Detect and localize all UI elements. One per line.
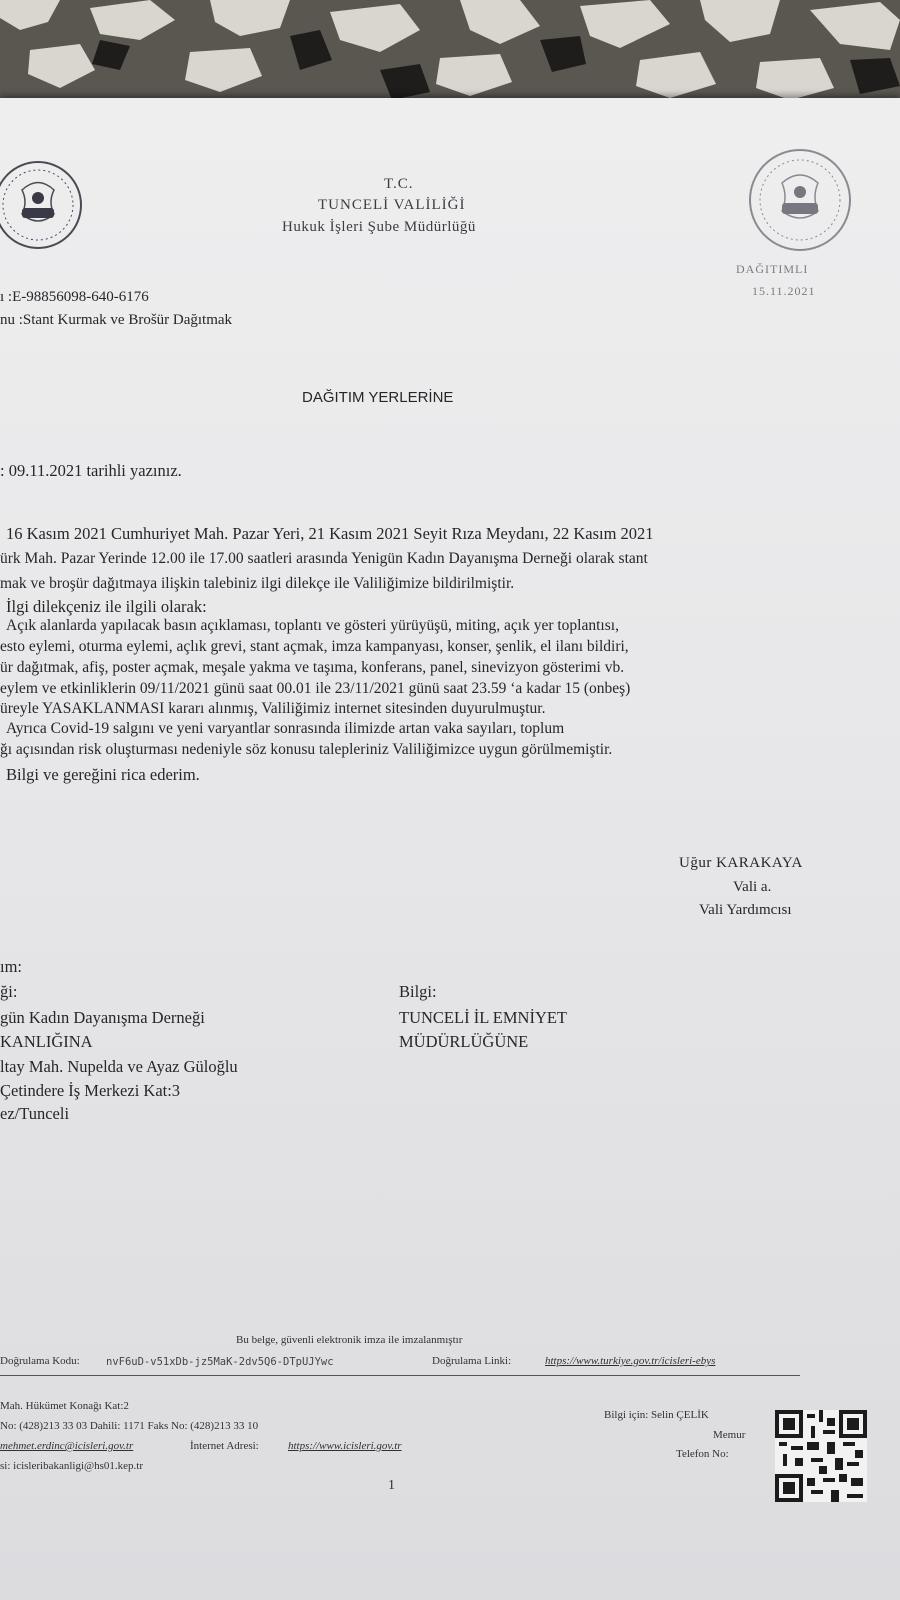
footer-web-label: İnternet Adresi: (190, 1440, 259, 1452)
body-line: Bilgi ve gereğini rica ederim. (6, 765, 200, 784)
footer-web-link[interactable]: https://www.icisleri.gov.tr (288, 1440, 402, 1452)
footer-divider (0, 1375, 800, 1376)
body-line: Ayrıca Covid-19 salgını ve yeni varyantlar sonrasında ilimizde artan vaka sayıları, toplum (6, 720, 565, 737)
footer-kep: si: icisleribakanligi@hs01.kep.tr (0, 1460, 144, 1472)
ministry-seal-icon (0, 150, 82, 260)
body-line: Açık alanlarda yapılacak basın açıklaması, toplantı ve gösteri yürüyüşü, miting, açık yer toplantısı, (6, 617, 619, 634)
body-line: eylem ve etkinliklerin 09/11/2021 günü saat 00.01 ile 23/11/2021 günü saat 23.59 ‘a kadar 15 (onbeş) (0, 680, 631, 697)
ministry-seal-right-icon (740, 145, 860, 255)
body-line: esto eylemi, oturma eylemi, açlık grevi, stant açmak, imza kampanyası, konser, şenlik, el ilanı bildiri, (0, 638, 629, 655)
header-office: TUNCELİ VALİLİĞİ (318, 197, 466, 213)
stamp-date: 15.11.2021 (752, 284, 816, 298)
recipient-title: DAĞITIM YERLERİNE (302, 389, 454, 406)
verify-code: nvF6uD-v51xDb-jz5MaK-2dv5Q6-DTpUJYwc (106, 1356, 334, 1368)
distribution-geregi-line: Çetindere İş Merkezi Kat:3 (0, 1081, 181, 1100)
body-line: 16 Kasım 2021 Cumhuriyet Mah. Pazar Yeri, 21 Kasım 2021 Seyit Rıza Meydanı, 22 Kasım 2021 (6, 524, 654, 543)
distribution-geregi-line: KANLIĞINA (0, 1032, 93, 1051)
background-fabric (0, 0, 900, 104)
signatory-role: Vali a. (733, 879, 772, 895)
body-line: ğı açısından risk oluşturması nedeniyle söz konusu talepleriniz Valiliğimizce uygun görülmemiştir. (0, 741, 613, 758)
body-line: İlgi dilekçeniz ile ilgili olarak: (6, 597, 207, 616)
footer-address: Mah. Hükümet Konağı Kat:2 (0, 1400, 129, 1412)
document-number: ı :E-98856098-640-6176 (0, 289, 149, 305)
verify-link[interactable]: https://www.turkiye.gov.tr/icisleri-ebys (545, 1355, 716, 1367)
verify-link-label: Doğrulama Linki: (432, 1355, 512, 1367)
distribution-geregi-line: ltay Mah. Nupelda ve Ayaz Güloğlu (0, 1057, 238, 1076)
footer-phone: No: (428)213 33 03 Dahili: 1171 Faks No: (428)213 33 10 (0, 1420, 259, 1432)
reference-line: : 09.11.2021 tarihli yazınız. (0, 461, 182, 480)
distribution-bilgi-label: Bilgi: (399, 982, 437, 1001)
distribution-bilgi-line: MÜDÜRLÜĞÜNE (399, 1032, 529, 1051)
info-phone-label: Telefon No: (676, 1448, 729, 1460)
footer-email[interactable]: mehmet.erdinc@icisleri.gov.tr (0, 1440, 134, 1452)
body-line: ürk Mah. Pazar Yerinde 12.00 ile 17.00 saatleri arasında Yenigün Kadın Dayanışma Derneği olarak stant (0, 550, 648, 567)
info-role: Memur (713, 1429, 746, 1441)
distribution-geregi-line: ez/Tunceli (0, 1104, 70, 1123)
header-tc: T.C. (384, 176, 414, 192)
document-subject: nu :Stant Kurmak ve Brošür Dağıtmak (0, 312, 233, 328)
body-line: ür dağıtmak, afiş, poster açmak, meşale yakma ve taşıma, konferans, panel, sinevizyon gösterimi vb. (0, 659, 625, 676)
signatory-title: Vali Yardımcısı (699, 902, 792, 918)
verify-label: Doğrulama Kodu: (0, 1355, 80, 1367)
distribution-title: ım: (0, 957, 23, 976)
body-line: üreyle YASAKLANMASI kararı alınmış, Valiliğimiz internet sitesinden duyurulmuştur. (0, 700, 546, 717)
info-contact: Bilgi için: Selin ÇELİK (604, 1409, 709, 1421)
esign-note: Bu belge, güvenli elektronik imza ile imzalanmıştır (236, 1334, 463, 1346)
distribution-geregi-label: ği: (0, 982, 18, 1001)
signatory-name: Uğur KARAKAYA (679, 855, 803, 871)
stamp-label: DAĞITIMLI (736, 262, 809, 276)
distribution-geregi-line: gün Kadın Dayanışma Derneği (0, 1008, 205, 1027)
qr-code-icon (775, 1410, 867, 1502)
page-number: 1 (388, 1478, 395, 1493)
distribution-bilgi-line: TUNCELİ İL EMNİYET (399, 1008, 568, 1027)
header-department: Hukuk İşleri Şube Müdürlüğü (282, 219, 476, 235)
body-line: mak ve broşür dağıtmaya ilişkin talebiniz ilgi dilekçe ile Valiliğimize bildirilmiştir. (0, 575, 515, 592)
